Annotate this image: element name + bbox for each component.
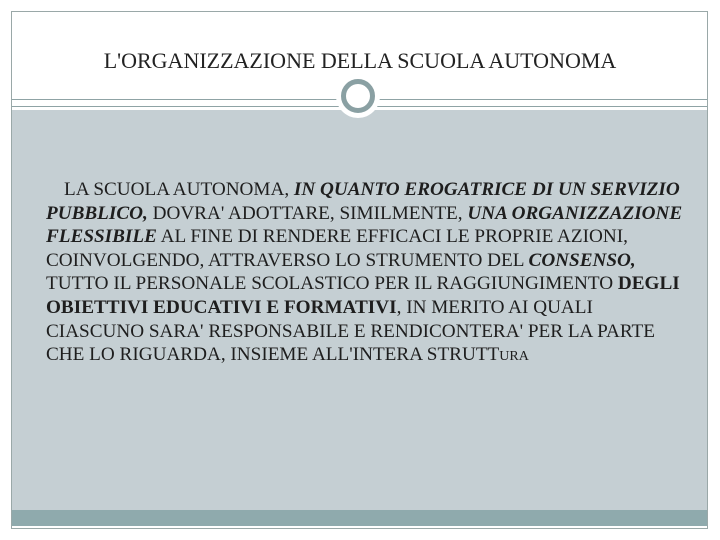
body-emphasis-1: IN QUANTO EROGATRICE DI UN SERVIZIO PUBBLICO, (46, 179, 680, 224)
body-seg-9: , IN MERITO AI QUALI CIASCUNO SARA' RESPONSABILE E RENDICONTERA' PER LA PARTE CHE LO RIGUARDA, INSIEME ALL'INTERA STRUTT (46, 296, 655, 366)
slide-title: L'ORGANIZZAZIONE DELLA SCUOLA AUTONOMA (103, 48, 617, 73)
body-emphasis-4: DEGLI OBIETTIVI EDUCATIVI E FORMATIVI (46, 273, 680, 318)
body-seg-10: URA (499, 349, 529, 365)
body-seg-3: DOVRA' ADOTTARE, SIMILMENTE, (147, 202, 468, 224)
body-seg-5: AL FINE DI RENDERE EFFICACI LE PROPRIE AZIONI, COINVOLGENDO, ATTRAVERSO LO STRUMENTO DEL (46, 226, 628, 271)
body-emphasis-2: UNA ORGANIZZAZIONE FLESSIBILE (46, 202, 683, 248)
body-seg-7: TUTTO IL PERSONALE SCOLASTICO PER IL RAGGIUNGIMENTO (46, 273, 618, 295)
body-text (46, 178, 686, 369)
body-emphasis-3: CONSENSO, (528, 249, 636, 271)
body-paragraph (46, 178, 686, 369)
divider-circle-icon (341, 79, 375, 113)
body-seg-1: LA SCUOLA AUTONOMA, (64, 179, 294, 200)
